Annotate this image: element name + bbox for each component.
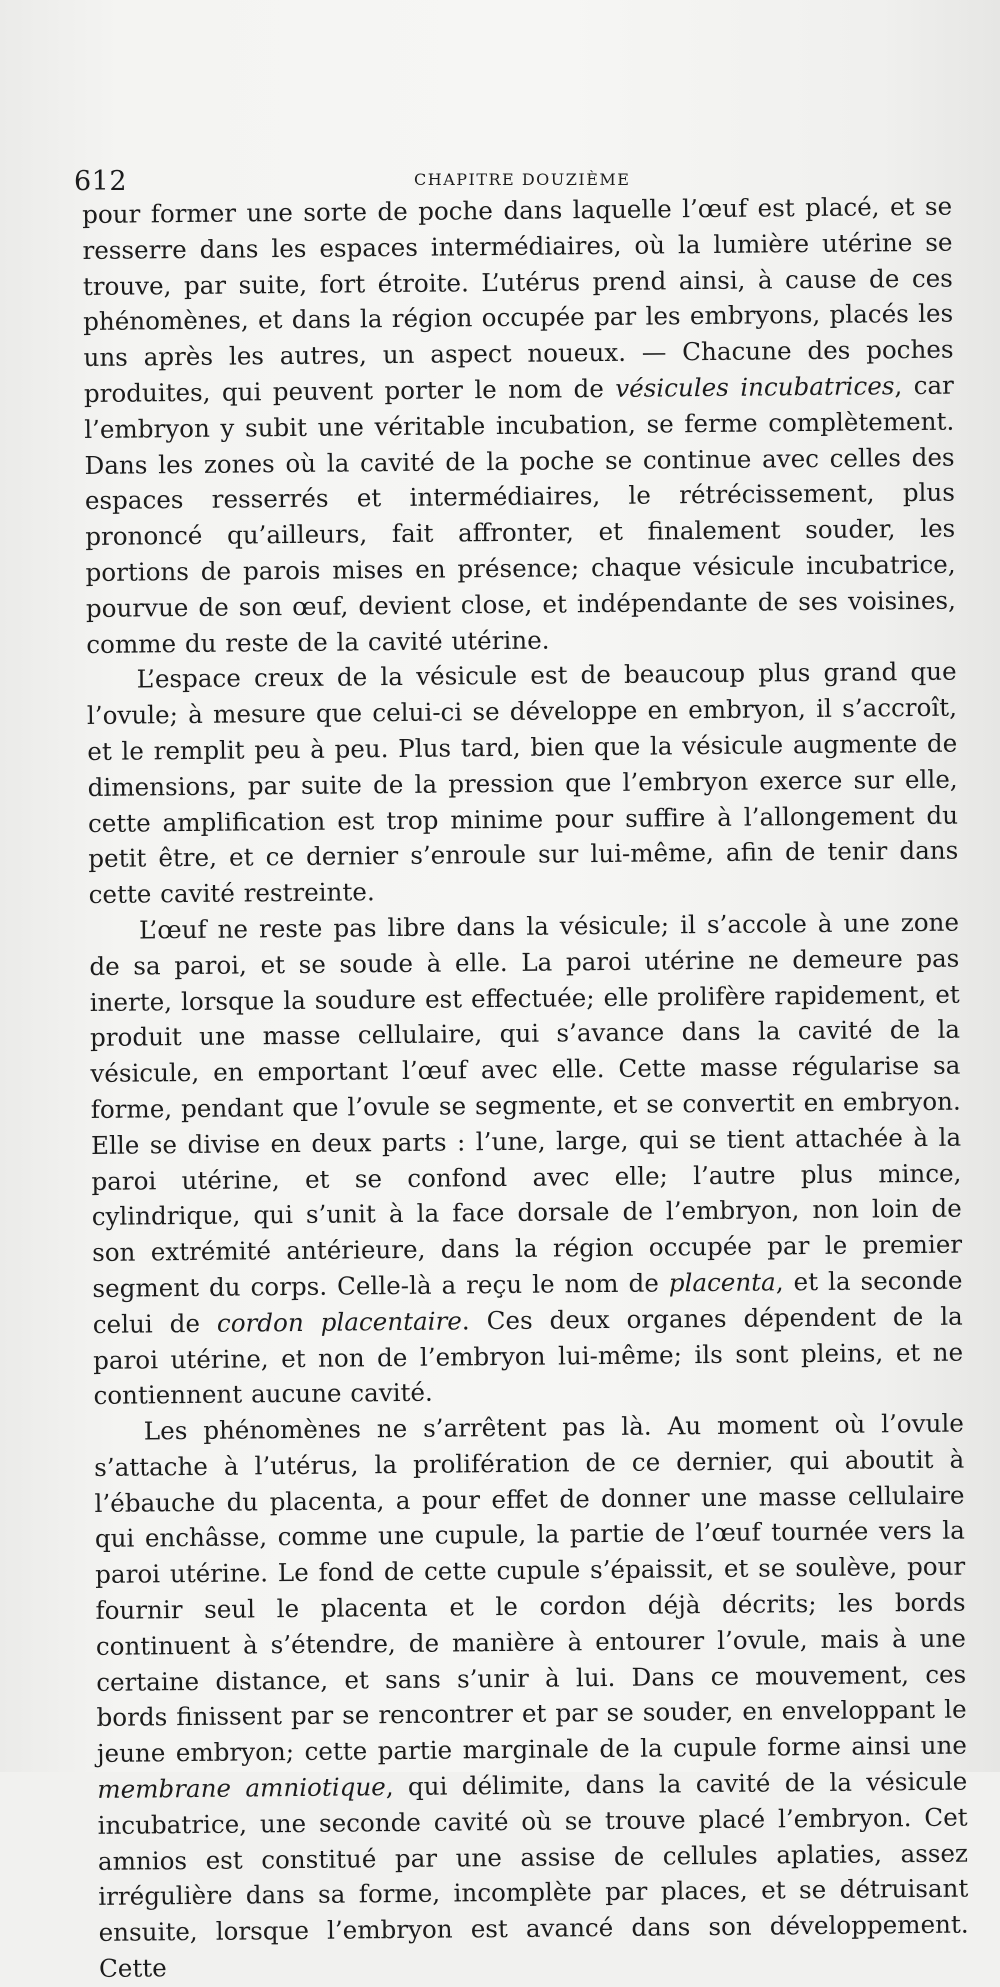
paragraph-2 <box>86 654 958 913</box>
italic-term: vésicules incubatrices <box>615 371 895 403</box>
text-span: Les phénomènes ne s’arrêtent pas là. Au moment où l’ovule s’attache à l’utérus, la prolifération de ce dernier, qui aboutit à l’ébauche du placenta, a pour effet de donner une masse cellulaire qui enchâsse, comme une cupule, la partie de l’œuf tournée vers la paroi utérine. Le fond de cette cupule s’épaissit, et se soulève, pour fournir seul le placenta et le cordon déjà décrits; les bords continuent à s’étendre, de manière à entourer l’ovule, mais à une certaine distance, et sans s’unir à lui. Dans ce mouvement, ces bords finissent par se rencontrer et par se souder, en enveloppant le jeune embryon; cette partie marginale de la cupule forme ainsi une <box>94 1408 968 1769</box>
body-text <box>82 189 969 1987</box>
text-span: pour former une sorte de poche dans laquelle l’œuf est placé, et se resserre dans les espaces intermédiaires, où la lumière utérine se trouve, par suite, fort étroite. L’utérus prend ainsi, à cause de ces phénomènes, et dans la région occupée par les embryons, placés les uns après les autres, un aspect noueux. — Chacune des poches produites, qui peuvent porter le nom de <box>82 191 954 408</box>
italic-term: cordon placentaire <box>216 1306 462 1338</box>
italic-term: membrane amniotique <box>97 1772 386 1804</box>
text-span: L’œuf ne reste pas libre dans la vésicule; il s’accole à une zone de sa paroi, et se soude à elle. La paroi utérine ne demeure pas inerte, lorsque la soudure est effectuée; elle prolifère rapidement, et produit une masse cellulaire, qui s’avance dans la cavité de la vésicule, en emportant l’œuf avec elle. Cette masse régularise sa forme, pendant que l’ovule se segmente, et se convertit en embryon. Elle se divise en deux parts : l’une, large, qui se tient attachée à la paroi utérine, et se confond avec elle; l’autre plus mince, cylindrique, qui s’unit à la face dorsale de l’embryon, non loin de son extrémité antérieure, dans la région occupée par le premier segment du corps. Celle-là a reçu le nom de <box>89 907 963 1303</box>
page-number: 612 <box>74 166 128 197</box>
text-span: , car l’embryon y subit une véritable incubation, se ferme complètement. Dans les zones où la cavité de la poche se continue avec celles des espaces resserrés et intermédiaires, le rétrécissement, plus prononcé qu’ailleurs, fait affronter, et finalement souder, les portions de parois mises en présence; chaque vésicule incubatrice, pourvue de son œuf, devient close, et indépendante de ses voisines, comme du reste de la cavité utérine. <box>84 370 957 659</box>
paragraph-4 <box>94 1406 969 1987</box>
italic-term: placenta <box>668 1267 776 1298</box>
paragraph-1 <box>82 189 956 663</box>
text-span: L’espace creux de la vésicule est de beaucoup plus grand que l’ovule; à mesure que celui-ci se développe en embryon, il s’accroît, et le remplit peu à peu. Plus tard, bien que la vésicule augmente de dimensions, par suite de la pression que l’embryon exerce sur elle, cette amplification est trop minime pour suffire à l’allongement du petit être, et ce dernier s’enroule sur lui-même, afin de tenir dans cette cavité restreinte. <box>86 656 959 910</box>
text-span: . Ces deux organes dépendent de la paroi utérine, et non de l’embryon lui-même; ils sont pleins, et ne contiennent aucune cavité. <box>93 1301 964 1411</box>
text-span: , et la seconde celui de <box>92 1265 963 1339</box>
running-head: CHAPITRE DOUZIÈME <box>414 170 631 189</box>
text-span: , qui délimite, dans la cavité de la vésicule incubatrice, une seconde cavité où se trouve placé l’embryon. Cet amnios est constitué par une assise de cellules aplaties, assez irrégulière dans sa forme, incomplète par places, et se détruisant ensuite, lorsque l’embryon est avancé dans son développement. Cette <box>97 1766 969 1983</box>
paragraph-3 <box>89 905 964 1414</box>
